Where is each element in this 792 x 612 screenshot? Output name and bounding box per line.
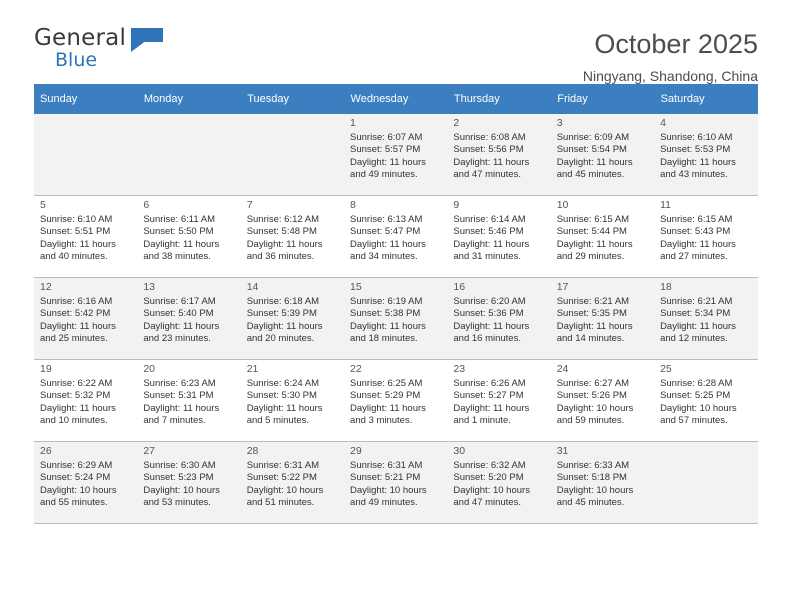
calendar-day-cell[interactable] xyxy=(551,114,654,196)
calendar-empty-cell xyxy=(241,114,344,196)
day-info-line: Daylight: 10 hours xyxy=(143,484,220,496)
day-info-line: and 14 minutes. xyxy=(556,333,625,345)
day-info-line: Sunset: 5:51 PM xyxy=(40,226,111,238)
day-number: 20 xyxy=(143,363,156,375)
calendar-day-cell[interactable] xyxy=(241,360,344,442)
calendar-day-cell[interactable] xyxy=(137,360,240,442)
day-info-line: Sunset: 5:29 PM xyxy=(350,390,421,402)
day-info-line: Daylight: 11 hours xyxy=(40,402,116,414)
day-info-line: Daylight: 11 hours xyxy=(453,156,530,168)
day-number: 3 xyxy=(556,117,563,129)
day-sun-info xyxy=(453,214,545,264)
day-info-line: Sunrise: 6:15 AM xyxy=(660,213,733,225)
day-number: 24 xyxy=(556,363,569,375)
logo-text-general: General xyxy=(34,25,127,51)
day-number: 10 xyxy=(556,199,569,211)
day-info-line: and 36 minutes. xyxy=(246,251,315,263)
day-info-line: Sunrise: 6:33 AM xyxy=(556,459,630,471)
day-sun-info xyxy=(143,460,235,510)
weekday-header-row xyxy=(34,84,758,114)
day-info-line: and 31 minutes. xyxy=(453,251,521,263)
day-info-line: Sunrise: 6:26 AM xyxy=(453,377,526,389)
day-number: 8 xyxy=(350,199,356,211)
day-info-line: Sunrise: 6:21 AM xyxy=(556,295,630,307)
day-info-line: and 55 minutes. xyxy=(40,497,108,509)
day-number: 25 xyxy=(660,363,672,375)
day-info-line: Sunset: 5:57 PM xyxy=(350,144,421,156)
day-info-line: and 7 minutes. xyxy=(143,415,206,427)
day-number: 5 xyxy=(40,199,46,211)
day-info-line: Daylight: 10 hours xyxy=(40,484,117,496)
weekday-header-sunday: Sunday xyxy=(34,84,137,114)
day-info-line: Sunset: 5:48 PM xyxy=(246,226,317,238)
day-number: 22 xyxy=(350,363,362,375)
day-info-line: Sunrise: 6:23 AM xyxy=(143,377,216,389)
day-info-line: Daylight: 11 hours xyxy=(660,238,736,250)
day-info-line: Daylight: 10 hours xyxy=(453,484,530,496)
calendar-day-cell[interactable] xyxy=(34,360,137,442)
logo-flag-corner-icon xyxy=(131,28,163,52)
calendar-day-cell[interactable] xyxy=(241,442,344,524)
weekday-header-tuesday: Tuesday xyxy=(241,84,344,114)
day-sun-info xyxy=(40,460,132,510)
day-sun-info xyxy=(350,460,442,510)
logo xyxy=(34,26,234,78)
day-number: 28 xyxy=(246,445,259,457)
day-number: 29 xyxy=(350,445,362,457)
day-info-line: Sunset: 5:34 PM xyxy=(660,308,731,320)
calendar-day-cell[interactable] xyxy=(241,196,344,278)
calendar-day-cell[interactable] xyxy=(447,196,550,278)
day-info-line: Daylight: 11 hours xyxy=(660,320,736,332)
day-info-line: Daylight: 10 hours xyxy=(246,484,324,496)
day-info-line: and 47 minutes. xyxy=(453,497,521,509)
day-sun-info xyxy=(660,214,752,264)
day-info-line: Daylight: 11 hours xyxy=(453,402,530,414)
calendar-week-row xyxy=(34,360,758,442)
day-sun-info xyxy=(350,132,442,182)
calendar-day-cell[interactable] xyxy=(447,442,550,524)
day-info-line: Sunset: 5:18 PM xyxy=(556,472,627,484)
day-info-line: Daylight: 11 hours xyxy=(143,320,220,332)
calendar-table xyxy=(34,84,758,524)
day-info-line: and 49 minutes. xyxy=(350,169,418,181)
calendar-day-cell[interactable] xyxy=(344,442,447,524)
day-info-line: Daylight: 11 hours xyxy=(453,320,530,332)
calendar-day-cell[interactable] xyxy=(344,196,447,278)
calendar-week-row xyxy=(34,196,758,278)
day-info-line: Sunset: 5:35 PM xyxy=(556,308,627,320)
calendar-empty-cell xyxy=(137,114,240,196)
calendar-day-cell[interactable] xyxy=(551,196,654,278)
day-sun-info xyxy=(40,378,132,428)
day-number: 16 xyxy=(453,281,466,293)
day-sun-info xyxy=(453,460,545,510)
day-info-line: Daylight: 10 hours xyxy=(350,484,427,496)
day-info-line: Daylight: 11 hours xyxy=(350,156,426,168)
day-info-line: Sunset: 5:26 PM xyxy=(556,390,627,402)
day-info-line: Sunset: 5:38 PM xyxy=(350,308,421,320)
day-number: 11 xyxy=(660,199,671,211)
day-info-line: Sunrise: 6:19 AM xyxy=(350,295,423,307)
day-info-line: and 43 minutes. xyxy=(660,169,728,181)
logo-text-blue: Blue xyxy=(55,49,98,71)
day-number: 9 xyxy=(453,199,460,211)
day-number: 12 xyxy=(40,281,52,293)
calendar-day-cell[interactable] xyxy=(344,114,447,196)
day-sun-info xyxy=(143,378,235,428)
day-sun-info xyxy=(143,214,235,264)
day-info-line: and 45 minutes. xyxy=(556,169,625,181)
day-info-line: and 10 minutes. xyxy=(40,415,108,427)
day-info-line: Sunset: 5:47 PM xyxy=(350,226,421,238)
day-info-line: Sunrise: 6:27 AM xyxy=(556,377,630,389)
day-sun-info xyxy=(350,378,442,428)
calendar-body xyxy=(34,114,758,524)
calendar-day-cell[interactable] xyxy=(241,278,344,360)
day-info-line: Sunrise: 6:07 AM xyxy=(350,131,423,143)
day-info-line: Daylight: 11 hours xyxy=(350,238,426,250)
calendar-empty-cell xyxy=(654,442,757,524)
day-number: 18 xyxy=(660,281,672,293)
calendar-day-cell[interactable] xyxy=(447,278,550,360)
day-info-line: Daylight: 11 hours xyxy=(556,238,633,250)
day-info-line: Daylight: 11 hours xyxy=(143,402,220,414)
day-info-line: Sunset: 5:27 PM xyxy=(453,390,524,402)
day-info-line: and 16 minutes. xyxy=(453,333,521,345)
day-info-line: Sunset: 5:54 PM xyxy=(556,144,627,156)
day-info-line: Sunset: 5:32 PM xyxy=(40,390,111,402)
calendar-day-cell[interactable] xyxy=(34,442,137,524)
day-info-line: Sunrise: 6:30 AM xyxy=(143,459,216,471)
day-sun-info xyxy=(247,460,339,510)
day-number: 19 xyxy=(40,363,52,375)
calendar-week-row xyxy=(34,278,758,360)
calendar-day-cell[interactable] xyxy=(137,442,240,524)
calendar-day-cell[interactable] xyxy=(344,360,447,442)
day-sun-info xyxy=(40,296,132,346)
day-number: 6 xyxy=(143,199,150,211)
day-info-line: Sunrise: 6:13 AM xyxy=(350,213,423,225)
weekday-header-friday: Friday xyxy=(551,84,654,114)
calendar-empty-cell xyxy=(34,114,137,196)
day-info-line: Daylight: 11 hours xyxy=(40,320,116,332)
day-sun-info xyxy=(247,296,339,346)
day-info-line: and 53 minutes. xyxy=(143,497,211,509)
day-info-line: Sunset: 5:20 PM xyxy=(453,472,524,484)
day-info-line: Sunset: 5:21 PM xyxy=(350,472,421,484)
day-sun-info xyxy=(247,378,339,428)
day-info-line: Daylight: 10 hours xyxy=(660,402,737,414)
title-block xyxy=(583,26,758,86)
day-number: 27 xyxy=(143,445,156,457)
day-info-line: Daylight: 11 hours xyxy=(246,320,323,332)
calendar-day-cell[interactable] xyxy=(654,360,757,442)
day-sun-info xyxy=(557,132,649,182)
calendar-day-cell[interactable] xyxy=(654,196,757,278)
day-info-line: Daylight: 11 hours xyxy=(556,320,633,332)
day-number: 31 xyxy=(556,445,569,457)
calendar-week-row xyxy=(34,114,758,196)
day-info-line: and 12 minutes. xyxy=(660,333,728,345)
day-number: 15 xyxy=(350,281,362,293)
page-title: October 2025 xyxy=(594,29,758,59)
day-sun-info xyxy=(350,214,442,264)
day-sun-info xyxy=(453,132,545,182)
day-info-line: Sunrise: 6:28 AM xyxy=(660,377,733,389)
day-info-line: Daylight: 11 hours xyxy=(660,156,736,168)
day-info-line: Sunrise: 6:16 AM xyxy=(40,295,113,307)
day-info-line: Daylight: 11 hours xyxy=(350,402,426,414)
day-info-line: Sunset: 5:36 PM xyxy=(453,308,524,320)
day-info-line: Sunrise: 6:14 AM xyxy=(453,213,526,225)
day-info-line: Sunrise: 6:29 AM xyxy=(40,459,113,471)
day-info-line: Sunrise: 6:21 AM xyxy=(660,295,733,307)
day-number: 4 xyxy=(660,117,666,129)
day-number: 23 xyxy=(453,363,466,375)
day-info-line: Sunset: 5:40 PM xyxy=(143,308,214,320)
day-info-line: Sunset: 5:23 PM xyxy=(143,472,214,484)
day-info-line: Sunset: 5:24 PM xyxy=(40,472,111,484)
day-sun-info xyxy=(660,296,752,346)
calendar-day-cell[interactable] xyxy=(447,360,550,442)
day-info-line: Sunrise: 6:09 AM xyxy=(556,131,630,143)
day-info-line: Daylight: 10 hours xyxy=(556,402,634,414)
day-sun-info xyxy=(660,132,752,182)
day-info-line: Sunset: 5:53 PM xyxy=(660,144,731,156)
day-info-line: Sunrise: 6:15 AM xyxy=(556,213,630,225)
day-sun-info xyxy=(557,378,649,428)
day-sun-info xyxy=(40,214,132,264)
day-info-line: Sunset: 5:25 PM xyxy=(660,390,731,402)
day-info-line: and 27 minutes. xyxy=(660,251,728,263)
day-info-line: Sunrise: 6:18 AM xyxy=(246,295,320,307)
day-info-line: and 18 minutes. xyxy=(350,333,418,345)
day-info-line: and 29 minutes. xyxy=(556,251,625,263)
calendar-day-cell[interactable] xyxy=(344,278,447,360)
day-sun-info xyxy=(350,296,442,346)
day-number: 2 xyxy=(453,117,460,129)
day-number: 26 xyxy=(40,445,52,457)
day-info-line: and 20 minutes. xyxy=(246,333,315,345)
day-info-line: Sunrise: 6:12 AM xyxy=(246,213,320,225)
day-info-line: and 5 minutes. xyxy=(246,415,310,427)
day-sun-info xyxy=(247,214,339,264)
calendar-day-cell[interactable] xyxy=(551,278,654,360)
calendar-day-cell[interactable] xyxy=(654,278,757,360)
day-info-line: Sunset: 5:44 PM xyxy=(556,226,627,238)
weekday-header-wednesday: Wednesday xyxy=(344,84,447,114)
day-number: 1 xyxy=(350,117,356,129)
calendar-day-cell[interactable] xyxy=(551,442,654,524)
page-header xyxy=(34,0,758,84)
day-info-line: Daylight: 11 hours xyxy=(556,156,633,168)
day-info-line: Sunrise: 6:17 AM xyxy=(143,295,216,307)
calendar-day-cell[interactable] xyxy=(447,114,550,196)
day-info-line: Sunset: 5:42 PM xyxy=(40,308,111,320)
day-info-line: and 49 minutes. xyxy=(350,497,418,509)
day-info-line: Sunset: 5:50 PM xyxy=(143,226,214,238)
day-info-line: and 25 minutes. xyxy=(40,333,108,345)
day-info-line: Sunset: 5:46 PM xyxy=(453,226,524,238)
day-info-line: and 45 minutes. xyxy=(556,497,625,509)
day-info-line: and 47 minutes. xyxy=(453,169,521,181)
day-info-line: and 23 minutes. xyxy=(143,333,211,345)
day-info-line: Sunset: 5:56 PM xyxy=(453,144,524,156)
calendar-day-cell[interactable] xyxy=(34,196,137,278)
day-info-line: Daylight: 11 hours xyxy=(350,320,426,332)
day-info-line: Sunrise: 6:32 AM xyxy=(453,459,526,471)
day-info-line: Sunset: 5:43 PM xyxy=(660,226,731,238)
day-info-line: Daylight: 10 hours xyxy=(556,484,634,496)
day-info-line: Sunrise: 6:22 AM xyxy=(40,377,113,389)
day-info-line: Sunrise: 6:31 AM xyxy=(246,459,320,471)
day-info-line: Daylight: 11 hours xyxy=(246,238,323,250)
day-info-line: Sunrise: 6:10 AM xyxy=(660,131,733,143)
day-sun-info xyxy=(557,214,649,264)
day-number: 7 xyxy=(246,199,253,211)
day-info-line: Sunrise: 6:25 AM xyxy=(350,377,423,389)
day-number: 13 xyxy=(143,281,156,293)
day-info-line: and 3 minutes. xyxy=(350,415,413,427)
day-info-line: Daylight: 11 hours xyxy=(453,238,530,250)
day-info-line: and 38 minutes. xyxy=(143,251,211,263)
day-sun-info xyxy=(453,296,545,346)
day-number: 14 xyxy=(246,281,259,293)
day-info-line: Sunrise: 6:20 AM xyxy=(453,295,526,307)
page-subtitle-location: Ningyang, Shandong, China xyxy=(582,68,758,84)
weekday-header-saturday: Saturday xyxy=(654,84,757,114)
day-info-line: and 34 minutes. xyxy=(350,251,418,263)
calendar-day-cell[interactable] xyxy=(34,278,137,360)
day-number: 30 xyxy=(453,445,466,457)
day-info-line: and 40 minutes. xyxy=(40,251,108,263)
day-sun-info xyxy=(660,378,752,428)
calendar-day-cell[interactable] xyxy=(551,360,654,442)
day-info-line: and 1 minute. xyxy=(453,415,511,427)
day-sun-info xyxy=(557,296,649,346)
day-info-line: Sunrise: 6:08 AM xyxy=(453,131,526,143)
calendar-day-cell[interactable] xyxy=(137,196,240,278)
calendar-week-row xyxy=(34,442,758,524)
day-info-line: Sunrise: 6:10 AM xyxy=(40,213,113,225)
day-info-line: Sunset: 5:22 PM xyxy=(246,472,317,484)
weekday-header-monday: Monday xyxy=(137,84,240,114)
calendar-day-cell[interactable] xyxy=(654,114,757,196)
calendar-day-cell[interactable] xyxy=(137,278,240,360)
day-sun-info xyxy=(557,460,649,510)
day-info-line: and 51 minutes. xyxy=(246,497,315,509)
day-info-line: Sunrise: 6:31 AM xyxy=(350,459,423,471)
day-info-line: and 57 minutes. xyxy=(660,415,728,427)
day-info-line: and 59 minutes. xyxy=(556,415,625,427)
day-sun-info xyxy=(143,296,235,346)
day-sun-info xyxy=(453,378,545,428)
day-info-line: Sunset: 5:31 PM xyxy=(143,390,214,402)
day-number: 17 xyxy=(556,281,569,293)
day-info-line: Daylight: 11 hours xyxy=(143,238,220,250)
day-info-line: Daylight: 11 hours xyxy=(40,238,116,250)
day-info-line: Sunset: 5:39 PM xyxy=(246,308,317,320)
day-number: 21 xyxy=(246,363,259,375)
day-info-line: Sunrise: 6:24 AM xyxy=(246,377,320,389)
day-info-line: Sunrise: 6:11 AM xyxy=(143,213,215,225)
day-info-line: Daylight: 11 hours xyxy=(246,402,323,414)
day-info-line: Sunset: 5:30 PM xyxy=(246,390,317,402)
weekday-header-thursday: Thursday xyxy=(447,84,550,114)
